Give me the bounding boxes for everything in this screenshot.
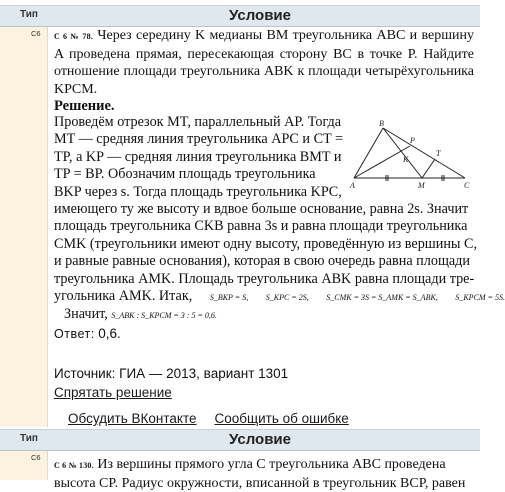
type-column-header: Тип: [20, 433, 38, 444]
hide-solution-link[interactable]: Спрятать решение: [54, 385, 172, 400]
hide-solution-container: [54, 384, 172, 402]
task-type-cell-2: [0, 451, 48, 480]
line-ap: [354, 146, 410, 178]
condition-column-header: Условие: [0, 431, 480, 448]
label-k: K: [402, 155, 409, 164]
task-type-cell: [0, 27, 48, 427]
solution-line: TP = BP. Обозначим площадь треугольника: [54, 166, 354, 183]
solution-lines-wide: [54, 201, 474, 343]
triangle-figure: [350, 118, 475, 190]
label-b: B: [379, 119, 384, 128]
condition-text: Из вершины прямого угла C треугольника ABC проведена: [97, 457, 445, 472]
solution-line: имеющего ту же высоту и вдвое больше основание, равна 2s. Значит: [54, 201, 474, 218]
source-text: Источник: ГИА — 2013, вариант 1301: [54, 366, 288, 381]
task-condition: [54, 27, 474, 98]
solution-title: Решение.: [54, 98, 115, 114]
formula: S_BKP = S,: [210, 293, 248, 302]
task-condition-2: [54, 456, 474, 480]
solution-line: TP, а KP — средняя линия треугольника BMT и: [54, 149, 354, 166]
label-a: A: [349, 181, 355, 190]
action-links: [68, 410, 349, 428]
discuss-vk-link[interactable]: Обсудить ВКонтакте: [68, 411, 197, 426]
solution-line: BKP через s. Тогда площадь треугольника KPC,: [54, 184, 354, 201]
side-bc: [383, 128, 465, 178]
solution-line: MT — средняя линия треугольника APC и CT =: [54, 131, 354, 148]
condition-text: высота CP. Радиус окружности, вписанной в треугольник BCP, равен: [54, 475, 474, 492]
solution-line-text: угольника AMK. Итак,: [54, 288, 192, 304]
label-m: M: [417, 181, 426, 190]
task-type-code: C6: [31, 453, 41, 462]
solution-line: площадь треугольника CKB равна 3s и равна площади треугольника: [54, 218, 474, 235]
answer-line: [54, 325, 474, 343]
solution-line: и равные равные основания), которая в свою очередь равна площади: [54, 253, 474, 270]
solution-line: треугольника AMK. Площадь треугольника ABK равна площади тре-: [54, 271, 474, 288]
task-number: С 6 № 130.: [54, 461, 94, 470]
solution-block: [54, 98, 474, 116]
condition-text: Через середину K медианы BM треугольника ABC и вершину A проведена прямая, пересекающая сторону BC в точке P. Найдите отношение площади треугольника ABK к площади четырёхугольника KPCM.: [54, 28, 474, 97]
answer-value: 0,6.: [98, 326, 121, 341]
table-header: [0, 5, 480, 27]
label-p: P: [409, 136, 415, 145]
formula: S_CMK = 3S = S_AMK = S_ABK,: [326, 293, 438, 302]
type-column-header: Тип: [20, 9, 38, 20]
median-bm: [383, 128, 422, 178]
conclusion-prefix: Значит,: [64, 306, 108, 322]
answer-label: Ответ:: [54, 327, 95, 341]
label-c: C: [464, 181, 470, 190]
formula: S_KPCM = 5S.: [455, 293, 505, 302]
conclusion-formula: S_ABK : S_KPCM = 3 : 5 = 0,6.: [111, 311, 216, 320]
formula: S_KPC = 2S,: [266, 293, 309, 302]
solution-line: [54, 288, 474, 306]
report-error-link[interactable]: Сообщить об ошибке: [215, 411, 349, 426]
label-t: T: [436, 149, 441, 158]
segment-mt: [422, 159, 435, 178]
solution-line: CMK (треугольники имеют одну высоту, проведённую из вершины C,: [54, 236, 474, 253]
solution-line: Проведём отрезок MT, параллельный AP. Тогда: [54, 114, 354, 131]
task-number: С 6 № 78.: [54, 32, 93, 41]
conclusion-line: [54, 306, 474, 324]
condition-column-header: Условие: [0, 7, 480, 24]
side-ab: [354, 128, 383, 178]
task-type-code: C6: [31, 29, 41, 38]
table-header-2: [0, 429, 480, 451]
solution-lines-narrow: [54, 114, 354, 201]
